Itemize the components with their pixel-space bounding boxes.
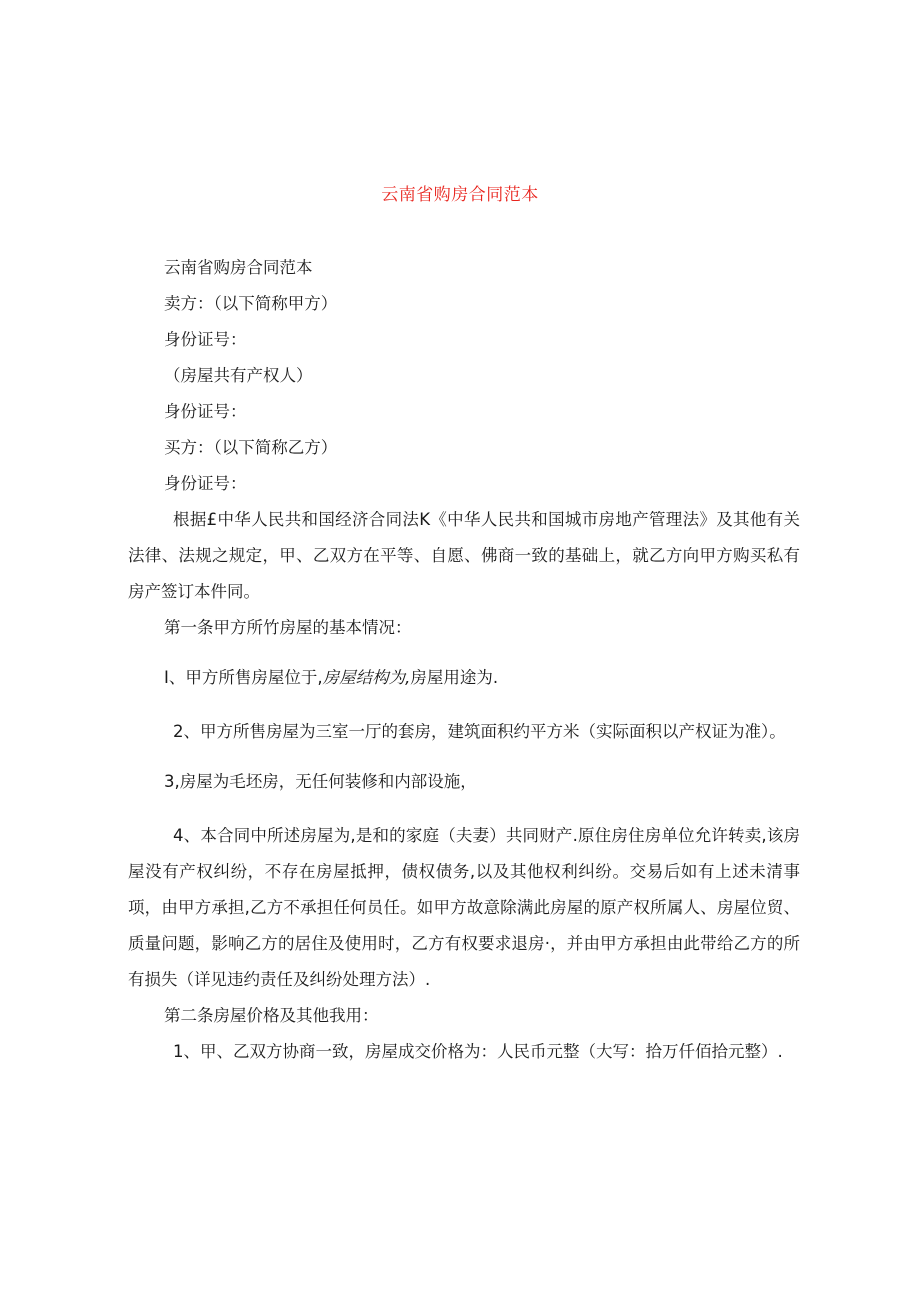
item1-line (128, 660, 800, 696)
item1-structure: 房屋结构为, (322, 668, 411, 687)
item2-paragraph: 2、甲方所售房屋为三室一厅的套房，建筑面积约平方米（实际面积以产权证为准）。 (173, 722, 786, 741)
item3-line: 3,房屋为毛坯房，无任何装修和内部设施， (164, 772, 477, 791)
seller-id-line: 身份证号： (164, 330, 247, 349)
document-title: 云南省购房合同范本 (381, 185, 539, 205)
article1-title: 第一条甲方所竹房屋的基本情况： (164, 618, 412, 637)
co-owner-line: （房屋共有产权人） (164, 366, 313, 385)
price-paragraph: 1、甲、乙双方协商一致，房屋成交价格为：人民币元整（大写：拾万仟佰拾元整）. (173, 1042, 783, 1061)
heading-line: 云南省购房合同范本 (164, 258, 313, 277)
preamble-paragraph: 根据£中华人民共和国经济合同法K《中华人民共和国城市房地产管理法》及其他有关法律、法规之规定，甲、乙双方在平等、自愿、佛商一致的基础上，就乙方向甲方购买私有房产签订本件同。 (128, 510, 800, 601)
seller-line: 卖方：（以下简称甲方） (164, 294, 338, 313)
item1-location: I、甲方所售房屋位于, (164, 668, 323, 687)
buyer-id-line: 身份证号： (164, 474, 247, 493)
co-owner-id-line: 身份证号： (164, 402, 247, 421)
article2-title: 第二条房屋价格及其他我用： (164, 1006, 379, 1025)
item1-usage: 房屋用途为. (410, 668, 499, 687)
item4-paragraph: 4、本合同中所述房屋为,是和的家庭（夫妻）共同财产.原住房住房单位允许转卖,该房屋没有产权纠纷，不存在房屋抵押，债权债务,以及其他权利纠纷。交易后如有上述未清事项，由甲方承担,乙方不承担任何员任。如甲方故意除满此房屋的原产权所属人、房屋位贸、质量问题，影响乙方的居住及使用时，乙方有权要求退房·，并由甲方承担由此带给乙方的所有损失（详见违约责任及纠纷处理方法）. (128, 826, 800, 989)
buyer-line: 买方：（以下简称乙方） (164, 438, 338, 457)
document-body (128, 250, 800, 1070)
